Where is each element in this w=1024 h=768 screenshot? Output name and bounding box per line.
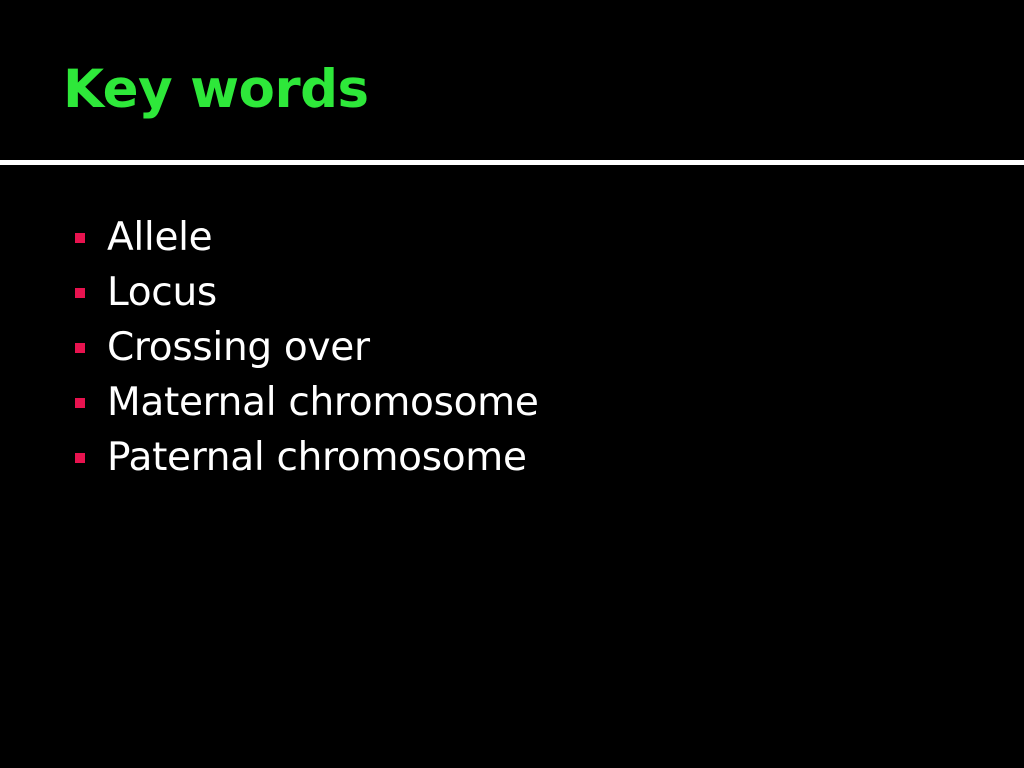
list-item xyxy=(70,320,539,375)
square-bullet-icon xyxy=(75,288,85,298)
key-words-list xyxy=(70,210,539,485)
slide-title: Key words xyxy=(63,59,369,120)
list-item-text: Allele xyxy=(107,215,213,260)
title-divider xyxy=(0,160,1024,165)
square-bullet-icon xyxy=(75,453,85,463)
square-bullet-icon xyxy=(75,343,85,353)
list-item xyxy=(70,210,539,265)
list-item-text: Crossing over xyxy=(107,325,370,370)
list-item-text: Paternal chromosome xyxy=(107,435,527,480)
list-item-text: Maternal chromosome xyxy=(107,380,539,425)
list-item xyxy=(70,375,539,430)
square-bullet-icon xyxy=(75,233,85,243)
list-item xyxy=(70,265,539,320)
list-item-text: Locus xyxy=(107,270,217,315)
list-item xyxy=(70,430,539,485)
square-bullet-icon xyxy=(75,398,85,408)
